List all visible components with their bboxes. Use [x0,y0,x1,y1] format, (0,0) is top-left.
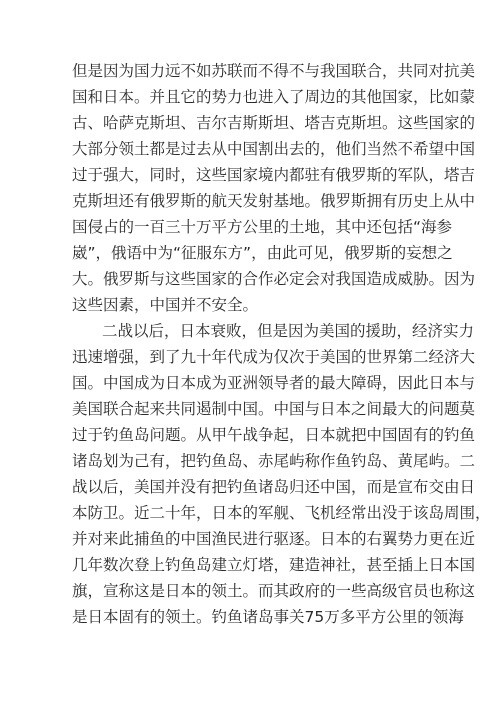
text-line: 本防卫。近二十年，日本的军舰、飞机经常出没于该岛周围， [72,504,491,522]
text-line: 战以后，美国并没有把钓鱼诸岛归还中国，而是宣布交由日 [72,478,476,496]
text-line: 迅速增强，到了九十年代成为仅次于美国的世界第二经济大 [72,348,476,366]
text-line: 过于强大，同时，这些国家境内都驻有俄罗斯的军队，塔吉 [72,166,476,184]
text-line: 崴”，俄语中为“征服东方”，由此可见，俄罗斯的妄想之 [72,244,453,262]
text-line: 并对来此捕鱼的中国渔民进行驱逐。日本的右翼势力更在近 [72,530,476,548]
text-line: 国。中国成为日本成为亚洲领导者的最大障碍，因此日本与 [72,374,476,392]
text-line: 古、哈萨克斯坦、吉尔吉斯斯坦、塔吉克斯坦。这些国家的 [72,114,476,132]
text-line: 美国联合起来共同遏制中国。中国与日本之间最大的问题莫 [72,400,476,418]
text-line: 诸岛划为己有，把钓鱼岛、赤尾屿称作鱼钓岛、黄尾屿。二 [72,452,476,470]
text-line: 这些因素，中国并不安全。 [72,296,259,314]
text-line: 是日本固有的领土。钓鱼诸岛事关75万多平方公里的领海 [72,608,464,626]
text-line: 大。俄罗斯与这些国家的合作必定会对我国造成威胁。因为 [72,270,476,288]
text-line: 国侵占的一百三十万平方公里的土地，其中还包括“海参 [72,218,453,236]
paragraph-first-line: 二战以后，日本衰败，但是因为美国的援助，经济实力 [102,322,475,340]
text-line: 但是因为国力远不如苏联而不得不与我国联合，共同对抗美 [72,62,476,80]
text-line: 过于钓鱼岛问题。从甲午战争起，日本就把中国固有的钓鱼 [72,426,476,444]
text-line: 国和日本。并且它的势力也进入了周边的其他国家，比如蒙 [72,88,476,106]
text-line: 几年数次登上钓鱼岛建立灯塔，建造神社，甚至插上日本国 [72,556,476,574]
text-line: 大部分领土都是过去从中国割出去的，他们当然不希望中国 [72,140,476,158]
text-line: 旗，宣称这是日本的领土。而其政府的一些高级官员也称这 [72,582,476,600]
text-line: 克斯坦还有俄罗斯的航天发射基地。俄罗斯拥有历史上从中 [72,192,476,210]
